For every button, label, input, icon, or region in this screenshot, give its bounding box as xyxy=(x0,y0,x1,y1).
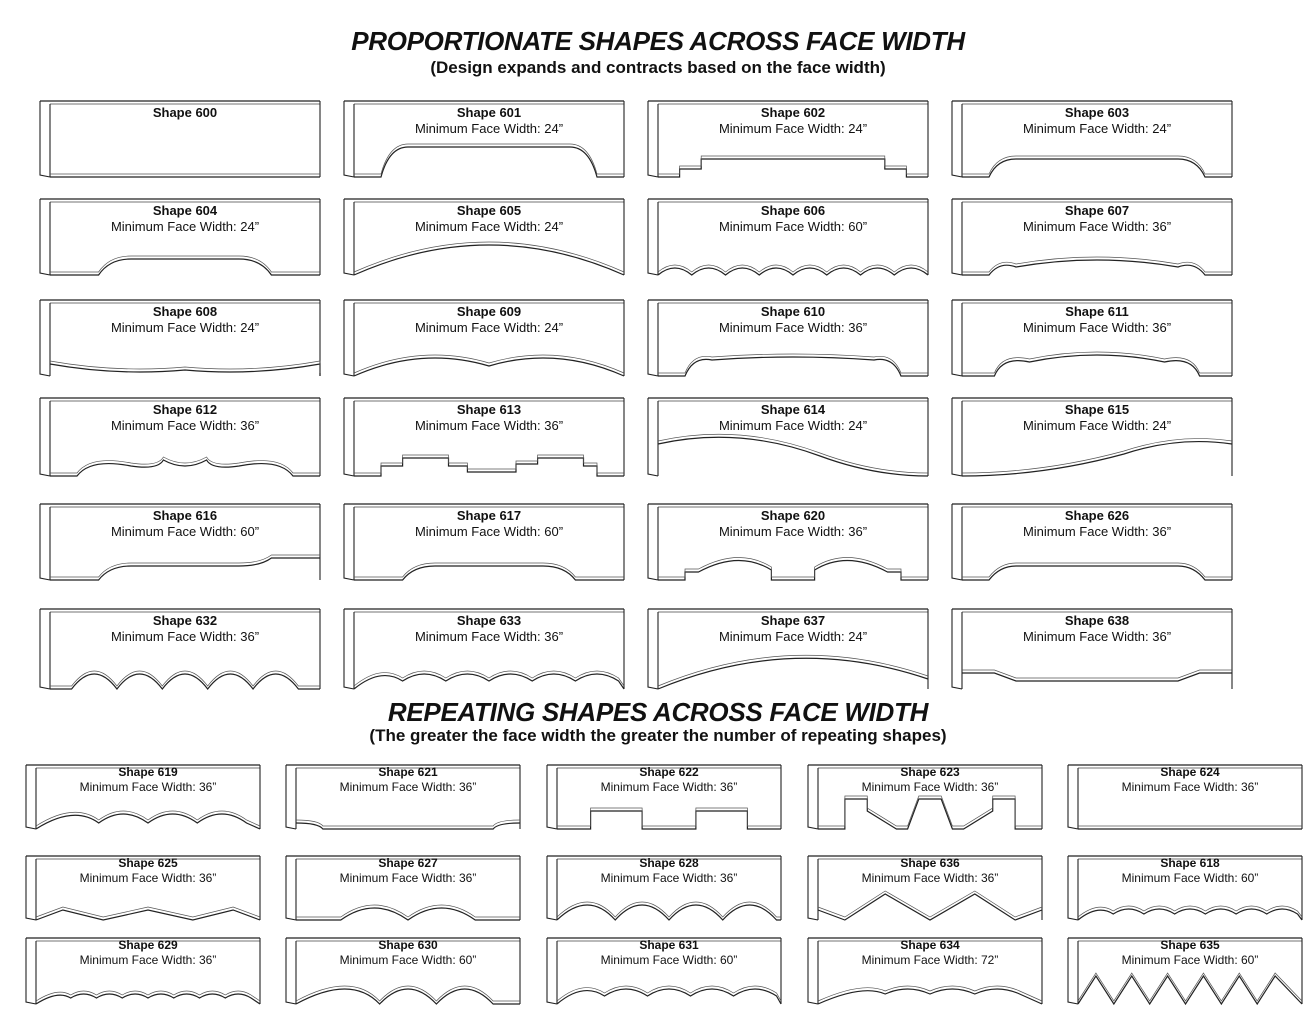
minimum-face-width: Minimum Face Width: 36” xyxy=(861,780,999,794)
shape-624-panel xyxy=(1068,761,1302,829)
profile-inner xyxy=(658,557,928,577)
shape-611-panel xyxy=(952,296,1232,376)
profile-outer xyxy=(962,159,1232,177)
profile-outer xyxy=(354,674,624,689)
minimum-face-width: Minimum Face Width: 36” xyxy=(110,418,260,433)
shape-635-panel xyxy=(1068,934,1302,1004)
minimum-face-width: Minimum Face Width: 36” xyxy=(414,629,564,644)
profile-inner xyxy=(50,256,320,272)
minimum-face-width: Minimum Face Width: 36” xyxy=(1121,780,1259,794)
shape-615-bottom-profile xyxy=(962,439,1232,476)
shape-name: Shape 635 xyxy=(1160,938,1220,952)
shape-636-bottom-profile xyxy=(818,891,1042,920)
shape-629-panel xyxy=(26,934,260,1004)
profile-outer xyxy=(50,259,320,275)
shape-name: Shape 616 xyxy=(152,508,218,523)
shape-613-panel xyxy=(344,394,624,476)
shape-name: Shape 632 xyxy=(152,613,218,628)
profile-outer xyxy=(658,268,928,275)
shape-name: Shape 608 xyxy=(152,304,218,319)
profile-inner xyxy=(50,671,320,686)
shape-609-bottom-profile xyxy=(354,355,624,376)
shape-name: Shape 615 xyxy=(1064,402,1130,417)
shape-603-bottom-profile xyxy=(962,156,1232,177)
shape-name: Shape 623 xyxy=(900,765,960,779)
shape-name: Shape 630 xyxy=(378,938,438,952)
shape-name: Shape 614 xyxy=(760,402,826,417)
profile-outer xyxy=(962,442,1232,476)
shape-name: Shape 621 xyxy=(378,765,438,779)
profile-outer xyxy=(354,358,624,376)
shape-name: Shape 637 xyxy=(760,613,826,628)
minimum-face-width: Minimum Face Width: 24” xyxy=(718,629,868,644)
shape-633-bottom-profile xyxy=(354,671,624,689)
shape-name: Shape 625 xyxy=(118,856,178,870)
shape-622-panel xyxy=(547,761,781,829)
shape-619-bottom-profile xyxy=(36,811,260,829)
minimum-face-width: Minimum Face Width: 36” xyxy=(414,418,564,433)
shape-618-bottom-profile xyxy=(1078,906,1302,920)
profile-outer xyxy=(1078,909,1302,920)
profile-outer xyxy=(50,460,320,476)
shape-630-bottom-profile xyxy=(296,986,520,1004)
shape-636-panel xyxy=(808,852,1042,920)
profile-inner xyxy=(818,891,1042,917)
shape-620-panel xyxy=(648,500,928,580)
shape-627-bottom-profile xyxy=(296,905,520,920)
profile-outer xyxy=(50,674,320,689)
profile-outer xyxy=(354,147,624,177)
profile-inner xyxy=(962,563,1232,577)
profile-inner xyxy=(658,655,928,686)
shape-name: Shape 627 xyxy=(378,856,438,870)
shape-620-bottom-profile xyxy=(658,557,928,580)
minimum-face-width: Minimum Face Width: 24” xyxy=(718,121,868,136)
shape-621-bottom-profile xyxy=(296,820,520,829)
shape-name: Shape 619 xyxy=(118,765,178,779)
shape-605-bottom-profile xyxy=(354,242,624,275)
minimum-face-width: Minimum Face Width: 36” xyxy=(1022,524,1172,539)
profile-inner xyxy=(354,671,624,686)
minimum-face-width: Minimum Face Width: 60” xyxy=(110,524,260,539)
shape-622-bottom-profile xyxy=(557,808,781,829)
profile-outer xyxy=(658,658,928,689)
repeating-section-title: REPEATING SHAPES ACROSS FACE WIDTH xyxy=(387,697,929,727)
proportionate-section-subtitle: (Design expands and contracts based on the face width) xyxy=(430,58,886,77)
shape-name: Shape 600 xyxy=(152,105,218,120)
minimum-face-width: Minimum Face Width: 36” xyxy=(1022,219,1172,234)
minimum-face-width: Minimum Face Width: 36” xyxy=(79,871,217,885)
profile-outer xyxy=(557,989,781,1004)
shape-name: Shape 638 xyxy=(1064,613,1130,628)
profile-inner xyxy=(557,808,781,826)
shape-604-panel xyxy=(40,195,320,275)
profile-inner xyxy=(1078,906,1302,917)
shape-name: Shape 622 xyxy=(639,765,699,779)
profile-inner xyxy=(658,434,928,473)
profile-inner xyxy=(296,986,520,1001)
shape-606-bottom-profile xyxy=(658,265,928,275)
profile-outer xyxy=(818,894,1042,920)
shape-633-panel xyxy=(344,605,624,689)
shape-name: Shape 611 xyxy=(1065,304,1129,319)
shape-602-bottom-profile xyxy=(658,156,928,177)
profile-inner xyxy=(354,355,624,373)
minimum-face-width: Minimum Face Width: 60” xyxy=(600,953,738,967)
shape-name: Shape 604 xyxy=(152,203,218,218)
profile-outer xyxy=(354,566,624,580)
shape-632-panel xyxy=(40,605,320,689)
shape-name: Shape 620 xyxy=(760,508,826,523)
shape-name: Shape 609 xyxy=(456,304,522,319)
shape-name: Shape 603 xyxy=(1064,105,1130,120)
minimum-face-width: Minimum Face Width: 36” xyxy=(600,871,738,885)
repeating-section-subtitle: (The greater the face width the greater the number of repeating shapes) xyxy=(369,726,947,745)
profile-outer xyxy=(658,159,928,177)
shape-631-panel xyxy=(547,934,781,1004)
minimum-face-width: Minimum Face Width: 24” xyxy=(414,320,564,335)
shape-name: Shape 631 xyxy=(639,938,699,952)
profile-outer xyxy=(1078,976,1302,1004)
profile-outer xyxy=(36,910,260,920)
minimum-face-width: Minimum Face Width: 36” xyxy=(1022,629,1172,644)
profile-outer xyxy=(962,355,1232,376)
shape-name: Shape 612 xyxy=(152,402,218,417)
shape-618-panel xyxy=(1068,852,1302,920)
minimum-face-width: Minimum Face Width: 24” xyxy=(1022,121,1172,136)
profile-outer xyxy=(354,245,624,275)
shape-name: Shape 634 xyxy=(900,938,960,952)
shape-634-bottom-profile xyxy=(818,986,1042,1004)
minimum-face-width: Minimum Face Width: 24” xyxy=(414,121,564,136)
shape-610-bottom-profile xyxy=(658,354,928,376)
profile-outer xyxy=(818,799,1042,829)
shape-602-panel xyxy=(648,97,928,177)
shape-600-bottom-profile xyxy=(50,174,320,177)
profile-inner xyxy=(354,144,624,174)
minimum-face-width: Minimum Face Width: 36” xyxy=(1022,320,1172,335)
profile-outer xyxy=(962,566,1232,580)
shape-638-bottom-profile xyxy=(962,670,1232,681)
minimum-face-width: Minimum Face Width: 36” xyxy=(339,780,477,794)
profile-inner xyxy=(36,991,260,1001)
shape-615-panel xyxy=(952,394,1232,476)
profile-inner xyxy=(36,811,260,826)
shape-name: Shape 617 xyxy=(456,508,522,523)
profile-outer xyxy=(296,989,520,1004)
minimum-face-width: Minimum Face Width: 24” xyxy=(414,219,564,234)
shape-628-bottom-profile xyxy=(557,902,781,920)
minimum-face-width: Minimum Face Width: 36” xyxy=(110,629,260,644)
shape-name: Shape 629 xyxy=(118,938,178,952)
shape-610-panel xyxy=(648,296,928,376)
shape-name: Shape 628 xyxy=(639,856,699,870)
minimum-face-width: Minimum Face Width: 36” xyxy=(861,871,999,885)
shape-name: Shape 636 xyxy=(900,856,960,870)
profile-inner xyxy=(354,242,624,272)
minimum-face-width: Minimum Face Width: 36” xyxy=(79,953,217,967)
shape-name: Shape 602 xyxy=(760,105,826,120)
minimum-face-width: Minimum Face Width: 36” xyxy=(79,780,217,794)
shape-626-panel xyxy=(952,500,1232,580)
shape-name: Shape 610 xyxy=(760,304,826,319)
profile-inner xyxy=(354,563,624,577)
shape-name: Shape 607 xyxy=(1064,203,1130,218)
shape-name: Shape 606 xyxy=(760,203,826,218)
shape-601-panel xyxy=(344,97,624,177)
profile-outer xyxy=(296,908,520,920)
shape-name: Shape 605 xyxy=(456,203,522,218)
shape-616-bottom-profile xyxy=(50,555,320,580)
shape-613-bottom-profile xyxy=(354,455,624,476)
minimum-face-width: Minimum Face Width: 24” xyxy=(718,418,868,433)
shape-607-panel xyxy=(952,195,1232,275)
minimum-face-width: Minimum Face Width: 24” xyxy=(110,219,260,234)
shape-625-bottom-profile xyxy=(36,907,260,920)
shape-606-panel xyxy=(648,195,928,275)
profile-inner xyxy=(557,902,781,917)
minimum-face-width: Minimum Face Width: 36” xyxy=(718,320,868,335)
shape-637-bottom-profile xyxy=(658,655,928,689)
minimum-face-width: Minimum Face Width: 24” xyxy=(110,320,260,335)
profile-inner xyxy=(962,257,1232,272)
shape-628-panel xyxy=(547,852,781,920)
shape-634-panel xyxy=(808,934,1042,1004)
minimum-face-width: Minimum Face Width: 60” xyxy=(718,219,868,234)
profile-inner xyxy=(50,457,320,473)
proportionate-section-title: PROPORTIONATE SHAPES ACROSS FACE WIDTH xyxy=(351,26,965,56)
minimum-face-width: Minimum Face Width: 60” xyxy=(339,953,477,967)
shape-623-bottom-profile xyxy=(818,796,1042,829)
shape-617-bottom-profile xyxy=(354,563,624,580)
profile-inner xyxy=(296,820,520,826)
shape-name: Shape 624 xyxy=(1160,765,1220,779)
shape-612-bottom-profile xyxy=(50,457,320,476)
minimum-face-width: Minimum Face Width: 60” xyxy=(414,524,564,539)
profile-inner xyxy=(962,439,1232,473)
shape-name: Shape 618 xyxy=(1160,856,1220,870)
shape-625-panel xyxy=(26,852,260,920)
profile-outer xyxy=(962,260,1232,275)
profile-outer xyxy=(36,994,260,1004)
profile-inner xyxy=(818,796,1042,826)
shape-617-panel xyxy=(344,500,624,580)
shape-name: Shape 626 xyxy=(1064,508,1130,523)
profile-inner xyxy=(962,670,1232,678)
shape-630-panel xyxy=(286,934,520,1004)
shape-name: Shape 613 xyxy=(456,402,522,417)
minimum-face-width: Minimum Face Width: 36” xyxy=(339,871,477,885)
shape-626-bottom-profile xyxy=(962,563,1232,580)
profile-outer xyxy=(962,673,1232,681)
shape-632-bottom-profile xyxy=(50,671,320,689)
shape-608-panel xyxy=(40,296,320,376)
shape-624-bottom-profile xyxy=(1078,826,1302,829)
profile-inner xyxy=(296,905,520,917)
shape-603-panel xyxy=(952,97,1232,177)
profile-outer xyxy=(557,905,781,920)
shape-607-bottom-profile xyxy=(962,257,1232,275)
minimum-face-width: Minimum Face Width: 60” xyxy=(1121,871,1259,885)
profile-inner xyxy=(557,986,781,1001)
profile-inner xyxy=(50,361,320,373)
shape-604-bottom-profile xyxy=(50,256,320,275)
shape-608-bottom-profile xyxy=(50,361,320,376)
shape-637-panel xyxy=(648,605,928,689)
minimum-face-width: Minimum Face Width: 72” xyxy=(861,953,999,967)
shape-609-panel xyxy=(344,296,624,376)
shape-605-panel xyxy=(344,195,624,275)
shape-627-panel xyxy=(286,852,520,920)
profile-outer xyxy=(36,814,260,829)
profile-outer xyxy=(658,357,928,376)
minimum-face-width: Minimum Face Width: 36” xyxy=(718,524,868,539)
shape-601-bottom-profile xyxy=(354,144,624,177)
shape-611-bottom-profile xyxy=(962,352,1232,376)
shape-name: Shape 601 xyxy=(456,105,522,120)
profile-outer xyxy=(50,364,320,376)
shape-621-panel xyxy=(286,761,520,829)
shape-614-bottom-profile xyxy=(658,434,928,476)
shape-614-panel xyxy=(648,394,928,476)
shape-600-panel xyxy=(40,97,320,177)
shape-name: Shape 633 xyxy=(456,613,522,628)
shape-631-bottom-profile xyxy=(557,986,781,1004)
minimum-face-width: Minimum Face Width: 60” xyxy=(1121,953,1259,967)
minimum-face-width: Minimum Face Width: 24” xyxy=(1022,418,1172,433)
shape-619-panel xyxy=(26,761,260,829)
shape-638-panel xyxy=(952,605,1232,689)
shape-635-bottom-profile xyxy=(1078,973,1302,1004)
shape-616-panel xyxy=(40,500,320,580)
shape-629-bottom-profile xyxy=(36,991,260,1004)
minimum-face-width: Minimum Face Width: 36” xyxy=(600,780,738,794)
shape-623-panel xyxy=(808,761,1042,829)
shape-612-panel xyxy=(40,394,320,476)
